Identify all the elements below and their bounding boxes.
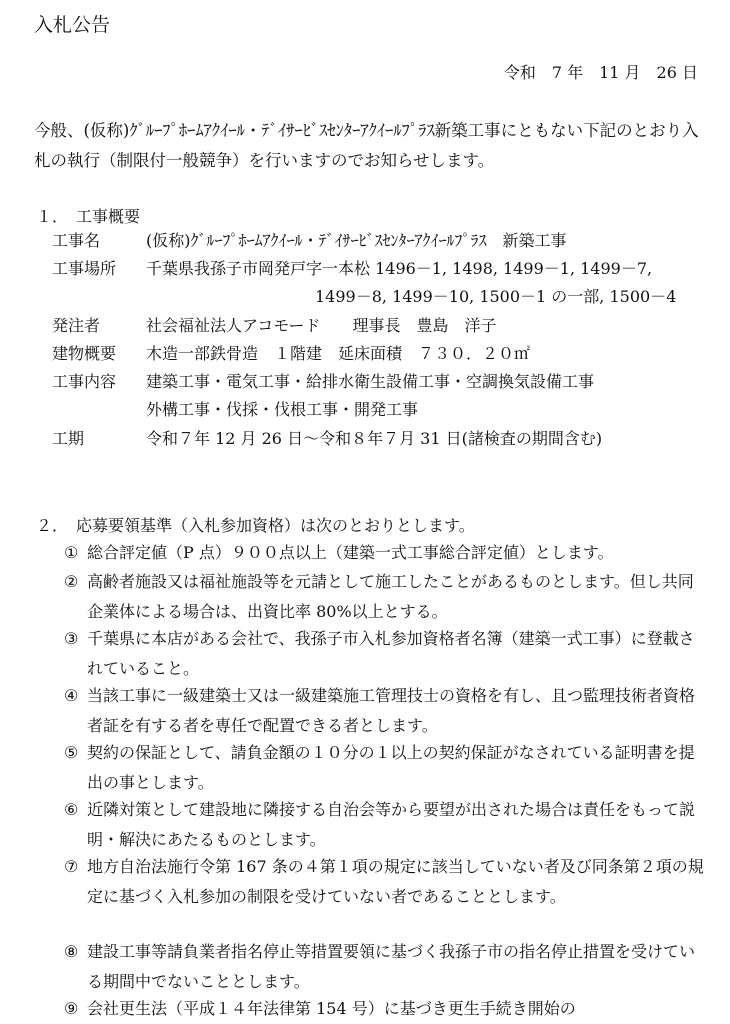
section-2-heading: ２． 応募要領基準（入札参加資格）は次のとおりとします。 xyxy=(36,516,475,535)
section-1-heading: １． 工事概要 xyxy=(36,207,141,226)
requirement-item xyxy=(64,738,704,797)
detail-row-period xyxy=(52,427,602,451)
detail-label: 建物概要 xyxy=(52,344,117,363)
requirement-number: ③ xyxy=(64,629,79,648)
detail-row-client xyxy=(52,314,497,338)
requirement-number: ⑥ xyxy=(64,800,79,819)
requirement-number: ① xyxy=(64,543,79,562)
detail-value: (仮称)ｸﾞﾙｰﾌﾟﾎｰﾑｱｸｲｰﾙ・ﾃﾞｲｻｰﾋﾞｽｾﾝﾀｰｱｸｲｰﾙﾌﾟﾗｽ 新築工事 xyxy=(146,231,567,250)
requirement-text: 近隣対策として建設地に隣接する自治会等から要望が出された場合は責任をもって説明・解決にあたるものとします。 xyxy=(87,800,696,849)
detail-row-project-name xyxy=(52,229,567,253)
detail-label: 工事内容 xyxy=(52,372,117,391)
requirement-number: ② xyxy=(64,572,79,591)
requirement-text: 当該工事に一級建築士又は一級建築施工管理技士の資格を有し、且つ監理技術者資格者証を有する者を専任で配置できる者とします。 xyxy=(87,686,696,735)
requirement-number: ⑤ xyxy=(64,743,79,762)
requirement-item xyxy=(64,852,704,911)
requirement-item xyxy=(64,567,704,626)
detail-value: 千葉県我孫子市岡発戸字一本松 1496－1, 1498, 1499－1, 1499－7, xyxy=(146,259,653,278)
detail-label: 工事場所 xyxy=(52,259,117,278)
detail-label: 工期 xyxy=(52,429,85,448)
detail-value: 木造一部鉄骨造 １階建 延床面積 ７３０．２０㎡ xyxy=(146,344,531,363)
detail-value: 令和７年 12 月 26 日～令和８年７月 31 日(諸検査の期間含む) xyxy=(146,429,603,448)
requirement-text: 高齢者施設又は福祉施設等を元請として施工したことがあるものとします。但し共同企業体による場合は、出資比率 80%以上とする。 xyxy=(87,572,694,621)
requirement-item xyxy=(64,538,704,568)
requirement-text: 会社更生法（平成１４年法律第 154 号）に基づき更生手続き開始の xyxy=(87,999,576,1018)
document-title: 入札公告 xyxy=(34,14,111,36)
requirement-text: 契約の保証として、請負金額の１０分の１以上の契約保証がなされている証明書を提出の事とします。 xyxy=(87,743,695,792)
requirement-item xyxy=(64,624,704,683)
detail-value: 社会福祉法人アコモード 理事長 豊島 洋子 xyxy=(146,316,497,335)
location-continuation: 1499－8, 1499－10, 1500－1 の一部, 1500－4 xyxy=(315,287,677,306)
detail-row-building xyxy=(52,342,530,366)
detail-value: 建築工事・電気工事・給排水衛生設備工事・空調換気設備工事 xyxy=(146,372,595,391)
requirement-number: ⑧ xyxy=(64,942,79,961)
detail-label: 工事名 xyxy=(52,231,101,250)
document-date: 令和 7 年 11 月 26 日 xyxy=(503,63,698,82)
work-content-continuation: 外構工事・伐採・伐根工事・開発工事 xyxy=(146,400,419,419)
requirement-text: 千葉県に本店がある会社で、我孫子市入札参加資格者名簿（建築一式工事）に登載されていること。 xyxy=(87,629,695,678)
requirement-number: ⑦ xyxy=(64,857,79,876)
requirement-item xyxy=(64,795,704,854)
requirement-number: ④ xyxy=(64,686,79,705)
intro-paragraph: 今般、(仮称)ｸﾞﾙｰﾌﾟﾎｰﾑｱｸｲｰﾙ・ﾃﾞｲｻｰﾋﾞｽｾﾝﾀｰｱｸｲｰﾙﾌﾟﾗｽ新築工事にともない下記のとおり入札の執行（制限付一般競争）を行いますのでお知らせします。 xyxy=(34,121,699,170)
requirement-number: ⑨ xyxy=(64,999,79,1018)
requirement-item xyxy=(64,994,704,1024)
requirement-text: 建設工事等請負業者指名停止等措置要領に基づく我孫子市の指名停止措置を受けている期間中でないこととします。 xyxy=(87,942,696,991)
requirement-item xyxy=(64,937,704,996)
detail-label: 発注者 xyxy=(52,316,101,335)
detail-row-work-content xyxy=(52,370,594,394)
requirement-text: 地方自治法施行令第 167 条の４第１項の規定に該当していない者及び同条第２項の規定に基づく入札参加の制限を受けていない者であることとします。 xyxy=(87,857,704,906)
detail-row-location xyxy=(52,257,652,281)
requirement-text: 総合評定値（P 点）９００点以上（建築一式工事総合評定値）とします。 xyxy=(87,543,614,562)
requirement-item xyxy=(64,681,704,740)
